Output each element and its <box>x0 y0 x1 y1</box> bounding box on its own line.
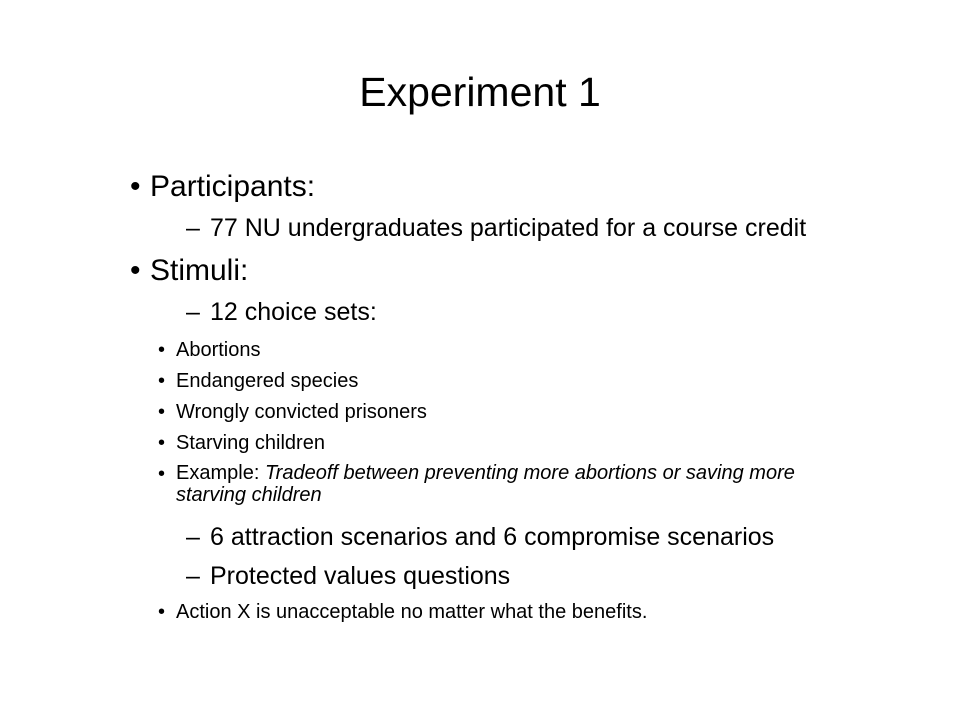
sub-sub-item-text: Starving children <box>176 432 325 454</box>
bullet-marker: • <box>158 432 166 454</box>
dash-marker: – <box>186 523 200 551</box>
slide-title: Experiment 1 <box>359 69 601 115</box>
example-label: Example: <box>176 462 265 484</box>
bullet-marker: • <box>130 170 141 203</box>
bullet-marker: • <box>158 601 166 623</box>
sub-sub-item-text: Endangered species <box>176 370 359 392</box>
sub-item-text: 12 choice sets: <box>210 298 377 326</box>
sub-item-text: 77 NU undergraduates participated for a course credit <box>210 214 807 242</box>
bullet-text: Stimuli: <box>150 254 249 287</box>
example-italic: Tradeoff between preventing more abortions or saving more starving children <box>176 462 795 506</box>
sub-sub-item-text: Abortions <box>176 339 261 361</box>
bullet-marker: • <box>158 401 166 423</box>
sub-sub-item-text: Action X is unacceptable no matter what the benefits. <box>176 601 648 623</box>
bullet-marker: • <box>158 370 166 392</box>
bullet-marker: • <box>158 339 166 361</box>
sub-sub-item-text: Wrongly convicted prisoners <box>176 401 427 423</box>
example-text <box>176 462 856 506</box>
dash-marker: – <box>186 562 200 590</box>
sub-item-text: Protected values questions <box>210 562 511 590</box>
bullet-marker: • <box>130 254 141 287</box>
bullet-text: Participants: <box>150 170 316 203</box>
sub-item-text: 6 attraction scenarios and 6 compromise scenarios <box>210 523 775 551</box>
bullet-marker: • <box>158 463 166 485</box>
dash-marker: – <box>186 214 200 242</box>
dash-marker: – <box>186 298 200 326</box>
